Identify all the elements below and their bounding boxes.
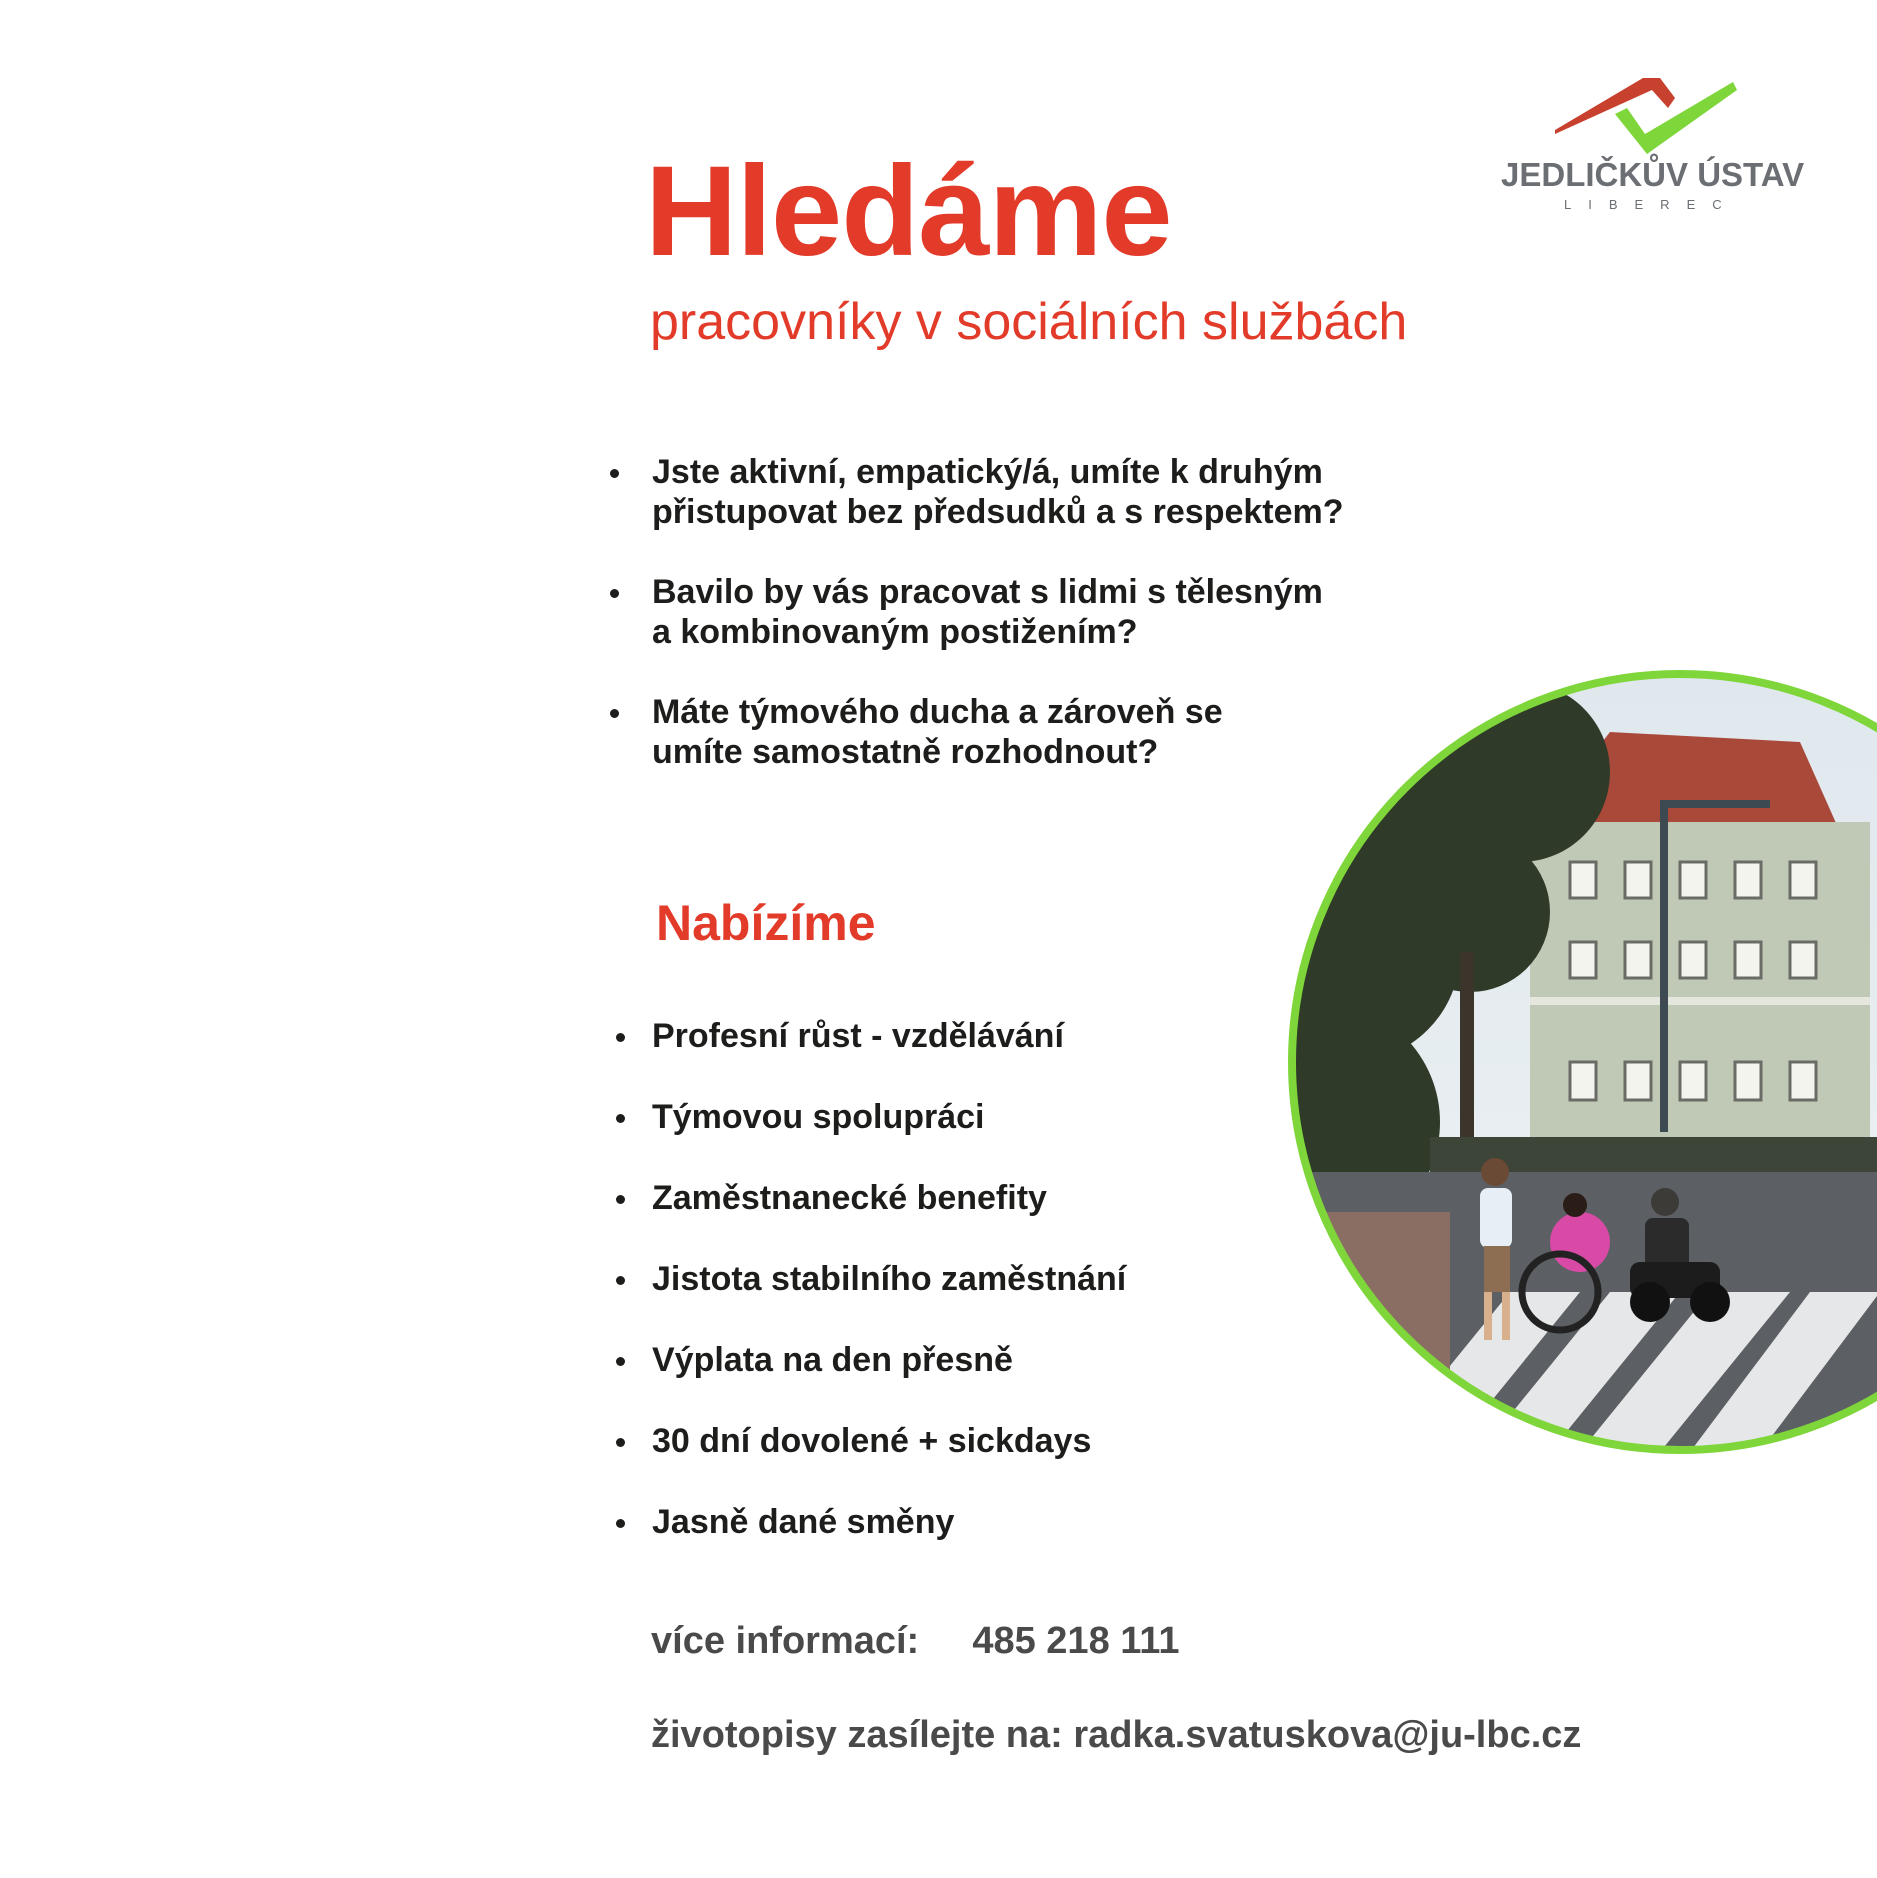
bullet-icon [610, 589, 619, 598]
contact-email-row [651, 1716, 1581, 1754]
requirement-line: a kombinovaným postižením? [652, 613, 1138, 651]
street-photo [1280, 652, 1877, 1472]
offer-item: Zaměstnanecké benefity [652, 1179, 1047, 1217]
list-item [616, 1259, 1296, 1299]
phone-number[interactable]: 485 218 111 [972, 1620, 1180, 1662]
list-item [616, 1016, 1296, 1056]
bullet-icon [616, 1357, 625, 1366]
list-item [616, 1502, 1296, 1542]
bullet-icon [616, 1033, 625, 1042]
logo-name: JEDLIČKŮV ÚSTAV [1501, 156, 1805, 193]
bullet-icon [610, 469, 619, 478]
list-item [610, 452, 1450, 532]
offer-list [616, 1016, 1296, 1583]
list-item [616, 1097, 1296, 1137]
organization-logo [1495, 68, 1815, 218]
email-label: životopisy zasílejte na: [651, 1714, 1063, 1756]
offer-item: Týmovou spolupráci [652, 1098, 985, 1136]
phone-label: více informací: [651, 1620, 920, 1662]
list-item [616, 1421, 1296, 1461]
street-scene-image [1280, 652, 1877, 1472]
requirement-line: Bavilo by vás pracovat s lidmi s tělesným [652, 573, 1323, 611]
bullet-icon [616, 1438, 625, 1447]
requirement-line: umíte samostatně rozhodnout? [652, 733, 1159, 771]
contact-phone-row [651, 1622, 1179, 1660]
roof-check-logo-icon [1495, 68, 1815, 158]
offer-item: Jistota stabilního zaměstnání [652, 1260, 1127, 1298]
list-item [616, 1178, 1296, 1218]
list-item [610, 572, 1450, 652]
requirement-line: přistupovat bez předsudků a s respektem? [652, 493, 1344, 531]
logo-city: LIBEREC [1564, 197, 1739, 212]
bullet-icon [616, 1195, 625, 1204]
page-subtitle: pracovníky v sociálních službách [650, 293, 1408, 351]
list-item [616, 1340, 1296, 1380]
bullet-icon [616, 1519, 625, 1528]
bullet-icon [616, 1114, 625, 1123]
offer-item: 30 dní dovolené + sickdays [652, 1422, 1092, 1460]
offer-heading: Nabízíme [656, 895, 876, 951]
bullet-icon [616, 1276, 625, 1285]
requirement-line: Máte týmového ducha a zároveň se [652, 693, 1223, 731]
offer-item: Jasně dané směny [652, 1503, 955, 1541]
bullet-icon [610, 709, 619, 718]
page-title: Hledáme [645, 140, 1172, 283]
email-address[interactable]: radka.svatuskova@ju-lbc.cz [1073, 1714, 1582, 1756]
requirement-line: Jste aktivní, empatický/á, umíte k druhým [652, 453, 1323, 491]
offer-item: Profesní růst - vzdělávání [652, 1017, 1064, 1055]
offer-item: Výplata na den přesně [652, 1341, 1013, 1379]
